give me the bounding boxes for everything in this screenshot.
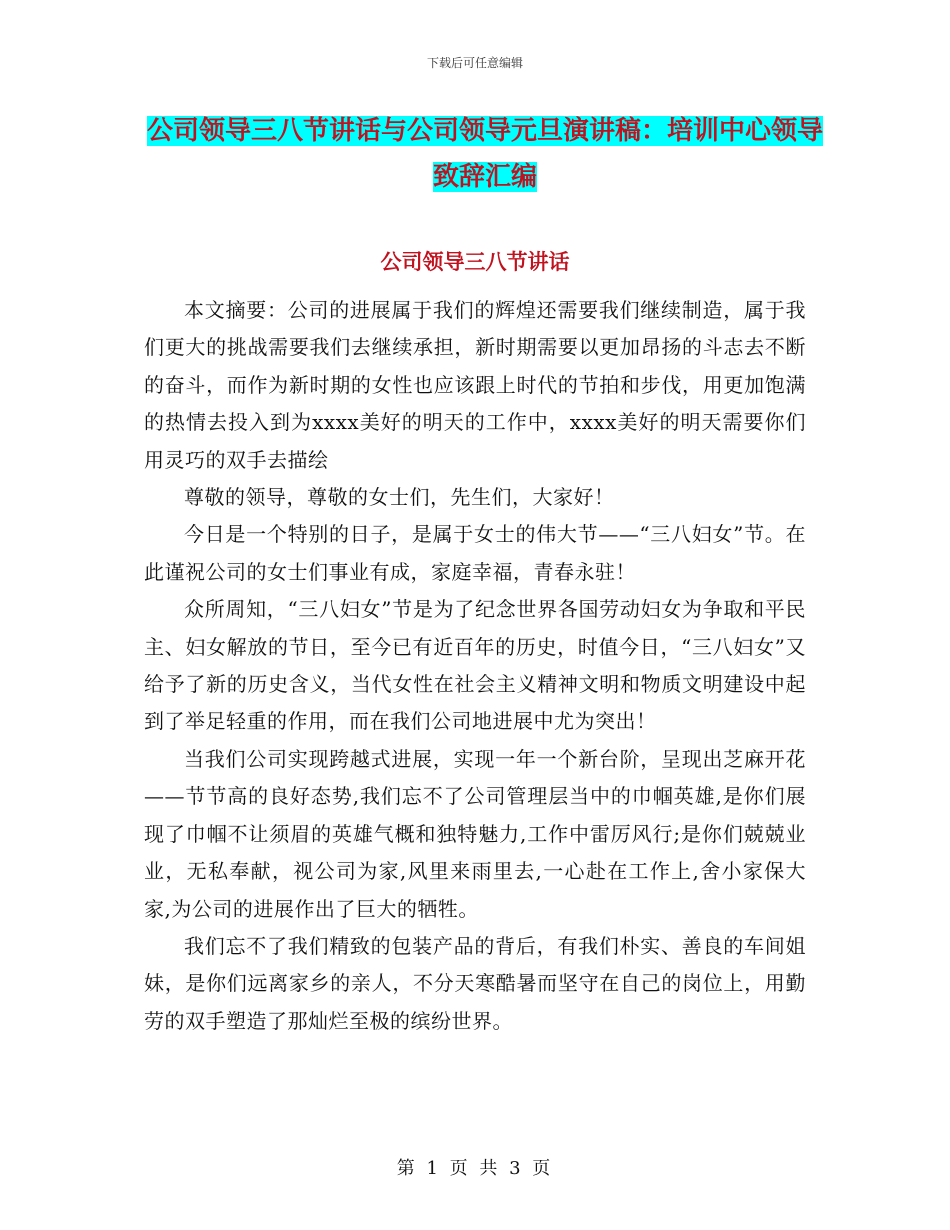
paragraph: 众所周知，“三八妇女”节是为了纪念世界各国劳动妇女为争取和平民主、妇女解放的节日，至今已有近百年的历史，时值今日，“三八妇女”又给予了新的历史含义，当代女性在社会主义精神文明和物质文明建设中起到了举足轻重的作用，而在我们公司地进展中尤为突出！ (144, 597, 806, 734)
document-body (144, 292, 806, 1040)
page-header-note: 下载后可任意编辑 (426, 56, 523, 70)
paragraph-greeting: 尊敬的领导，尊敬的女士们，先生们，大家好！ (184, 485, 615, 510)
paragraph: 当我们公司实现跨越式进展，实现一年一个新台阶，呈现出芝麻开花——节节高的良好态势,我们忘不了公司管理层当中的巾帼英雄,是你们展现了巾帼不让须眉的英雄气概和独特魅力,工作中雷厉风行;是你们兢兢业业，无私奉献，视公司为家,风里来雨里去,一心赴在工作上,舍小家保大家,为公司的进展作出了巨大的牺牲。 (144, 746, 806, 921)
paragraph: 今日是一个特别的日子，是属于女士的伟大节——“三八妇女”节。在此谨祝公司的女士们事业有成，家庭幸福，青春永驻！ (144, 522, 806, 584)
document-title-text: 公司领导三八节讲话与公司领导元旦演讲稿：培训中心领导致辞汇编 (146, 116, 823, 192)
document-title (140, 108, 830, 200)
page-number: 第 1 页 共 3 页 (396, 1158, 554, 1179)
paragraph-abstract: 本文摘要：公司的进展属于我们的辉煌还需要我们继续制造，属于我们更大的挑战需要我们去继续承担，新时期需要以更加昂扬的斗志去不断的奋斗，而作为新时期的女性也应该跟上时代的节拍和步伐，用更加饱满的热情去投入到为xxxx美好的明天的工作中，xxxx美好的明天需要你们用灵巧的双手去描绘 (144, 298, 806, 472)
paragraph: 我们忘不了我们精致的包装产品的背后，有我们朴实、善良的车间姐妹，是你们远离家乡的亲人，不分天寒酷暑而坚守在自己的岗位上，用勤劳的双手塑造了那灿烂至极的缤纷世界。 (144, 933, 806, 1033)
section-title: 公司领导三八节讲话 (380, 250, 570, 274)
